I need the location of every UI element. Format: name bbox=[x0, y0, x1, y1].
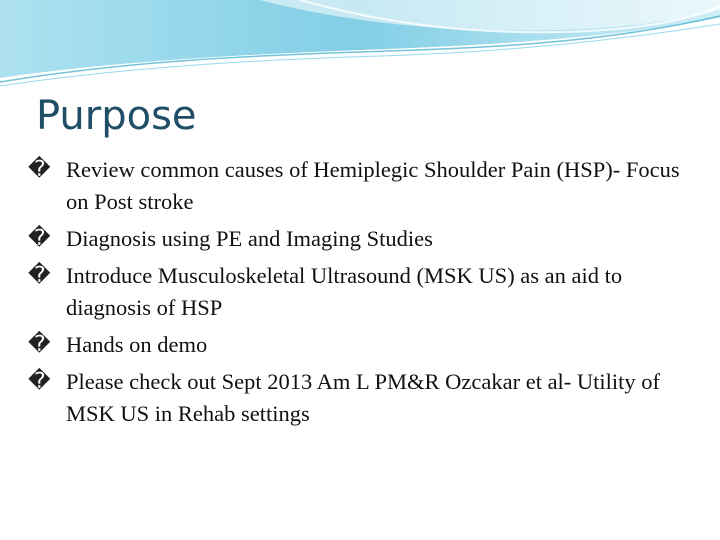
bullet-text: Hands on demo bbox=[66, 332, 208, 357]
replacement-character-icon: � bbox=[28, 369, 51, 394]
bullet-text: Diagnosis using PE and Imaging Studies bbox=[66, 226, 433, 251]
bullet-item bbox=[28, 329, 698, 361]
replacement-character-icon: � bbox=[28, 226, 51, 251]
bullet-text: Review common causes of Hemiplegic Shoulder Pain (HSP)- Focus on Post stroke bbox=[66, 157, 680, 214]
bullet-item bbox=[28, 154, 698, 218]
bullet-item bbox=[28, 223, 698, 255]
header-wave-decoration bbox=[0, 0, 720, 90]
replacement-character-icon: � bbox=[28, 332, 51, 357]
bullet-text: Introduce Musculoskeletal Ultrasound (MSK US) as an aid to diagnosis of HSP bbox=[66, 263, 623, 320]
replacement-character-icon: � bbox=[28, 157, 51, 182]
slide-title: Purpose bbox=[36, 93, 197, 139]
bullet-text: Please check out Sept 2013 Am L PM&R Ozcakar et al- Utility of MSK US in Rehab settings bbox=[66, 369, 661, 426]
bullet-item bbox=[28, 260, 698, 324]
bullet-list bbox=[28, 154, 698, 435]
replacement-character-icon: � bbox=[28, 263, 51, 288]
bullet-item bbox=[28, 366, 698, 430]
